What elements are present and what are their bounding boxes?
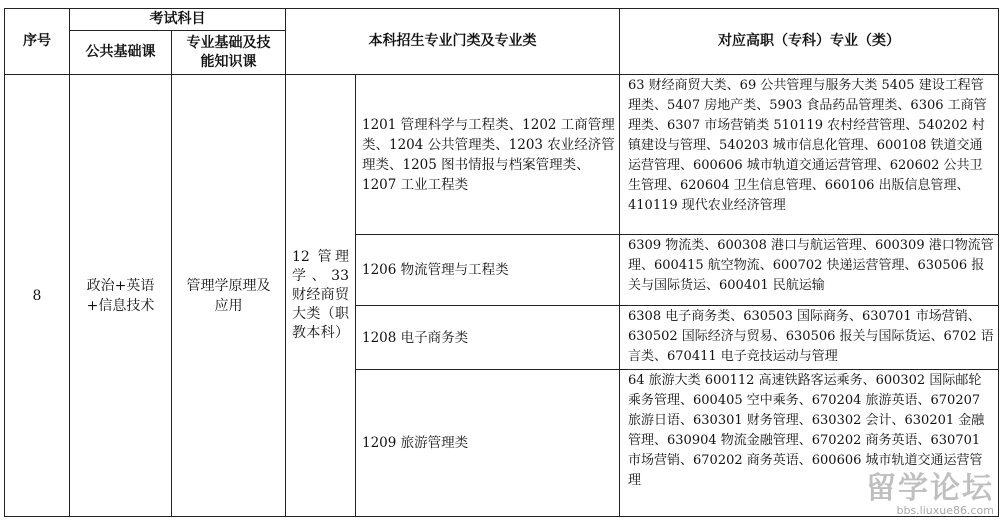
row-category-group: 12 管理学、33 财经商贸大类（职教本科） bbox=[286, 75, 356, 517]
exam-subject-table bbox=[4, 8, 999, 517]
row-professional-course: 管理学原理及应用 bbox=[172, 75, 286, 517]
header-seq: 序号 bbox=[5, 9, 70, 75]
row-seq: 8 bbox=[5, 75, 70, 517]
watermark-url: bbs.liuxue86.com bbox=[896, 504, 994, 517]
watermark-logo: 留学论坛 bbox=[866, 471, 994, 506]
header-exam-subjects: 考试科目 bbox=[70, 9, 286, 31]
subcategory-majors: 6308 电子商务类、630503 国际商务、630701 市场营销、630502 国际经济与贸易、630506 报关与国际货运、6702 语言类、670411 电子竞技运动与管理 bbox=[620, 306, 999, 370]
subcategory-majors: 63 财经商贸大类、69 公共管理与服务大类 5405 建设工程管理类、5407 房地产类、5903 食品药品管理类、6306 工商管理类、6307 市场营销类 510119 农村经营管理、540202 村镇建设与管理、540203 城市信息化管理、600108 铁道交通运营管理、600606 城市轨道交通运营管理、620602 公共卫生管理、620604 卫生信息管理、660106 出版信息管理、410119 现代农业经济管理 bbox=[620, 75, 999, 235]
header-professional-course bbox=[172, 31, 286, 75]
watermark bbox=[866, 473, 994, 517]
subcategory-name: 1209 旅游管理类 bbox=[356, 370, 620, 517]
header-professional-line2: 能知识课 bbox=[200, 53, 257, 70]
row-public-course: 政治+英语+信息技术 bbox=[70, 75, 172, 517]
header-vocational-major: 对应高职（专科）专业（类） bbox=[620, 9, 999, 75]
subcategory-name: 1201 管理科学与工程类、1202 工商管理类、1204 公共管理类、1203 农业经济管理类、1205 图书情报与档案管理类、1207 工业工程类 bbox=[356, 75, 620, 235]
subcategory-majors: 64 旅游大类 600112 高速铁路客运乘务、600302 国际邮轮乘务管理、600405 空中乘务、670204 旅游英语、670207 旅游日语、630301 财务管理、630302 会计、630201 金融管理、630904 物流金融管理、670202 商务英语、630701 市场营销、670202 商务英语、600606 城市轨道交通运营管理 bbox=[620, 370, 999, 517]
subcategory-name: 1208 电子商务类 bbox=[356, 306, 620, 370]
header-public-course: 公共基础课 bbox=[70, 31, 172, 75]
subcategory-majors: 6309 物流类、600308 港口与航运管理、600309 港口物流管理、600415 航空物流、600702 快递运营管理、630506 报关与国际货运、600401 民航运输 bbox=[620, 235, 999, 306]
header-professional-line1: 专业基础及技 bbox=[186, 34, 271, 51]
header-undergrad-category: 本科招生专业门类及专业类 bbox=[286, 9, 620, 75]
subcategory-name: 1206 物流管理与工程类 bbox=[356, 235, 620, 306]
